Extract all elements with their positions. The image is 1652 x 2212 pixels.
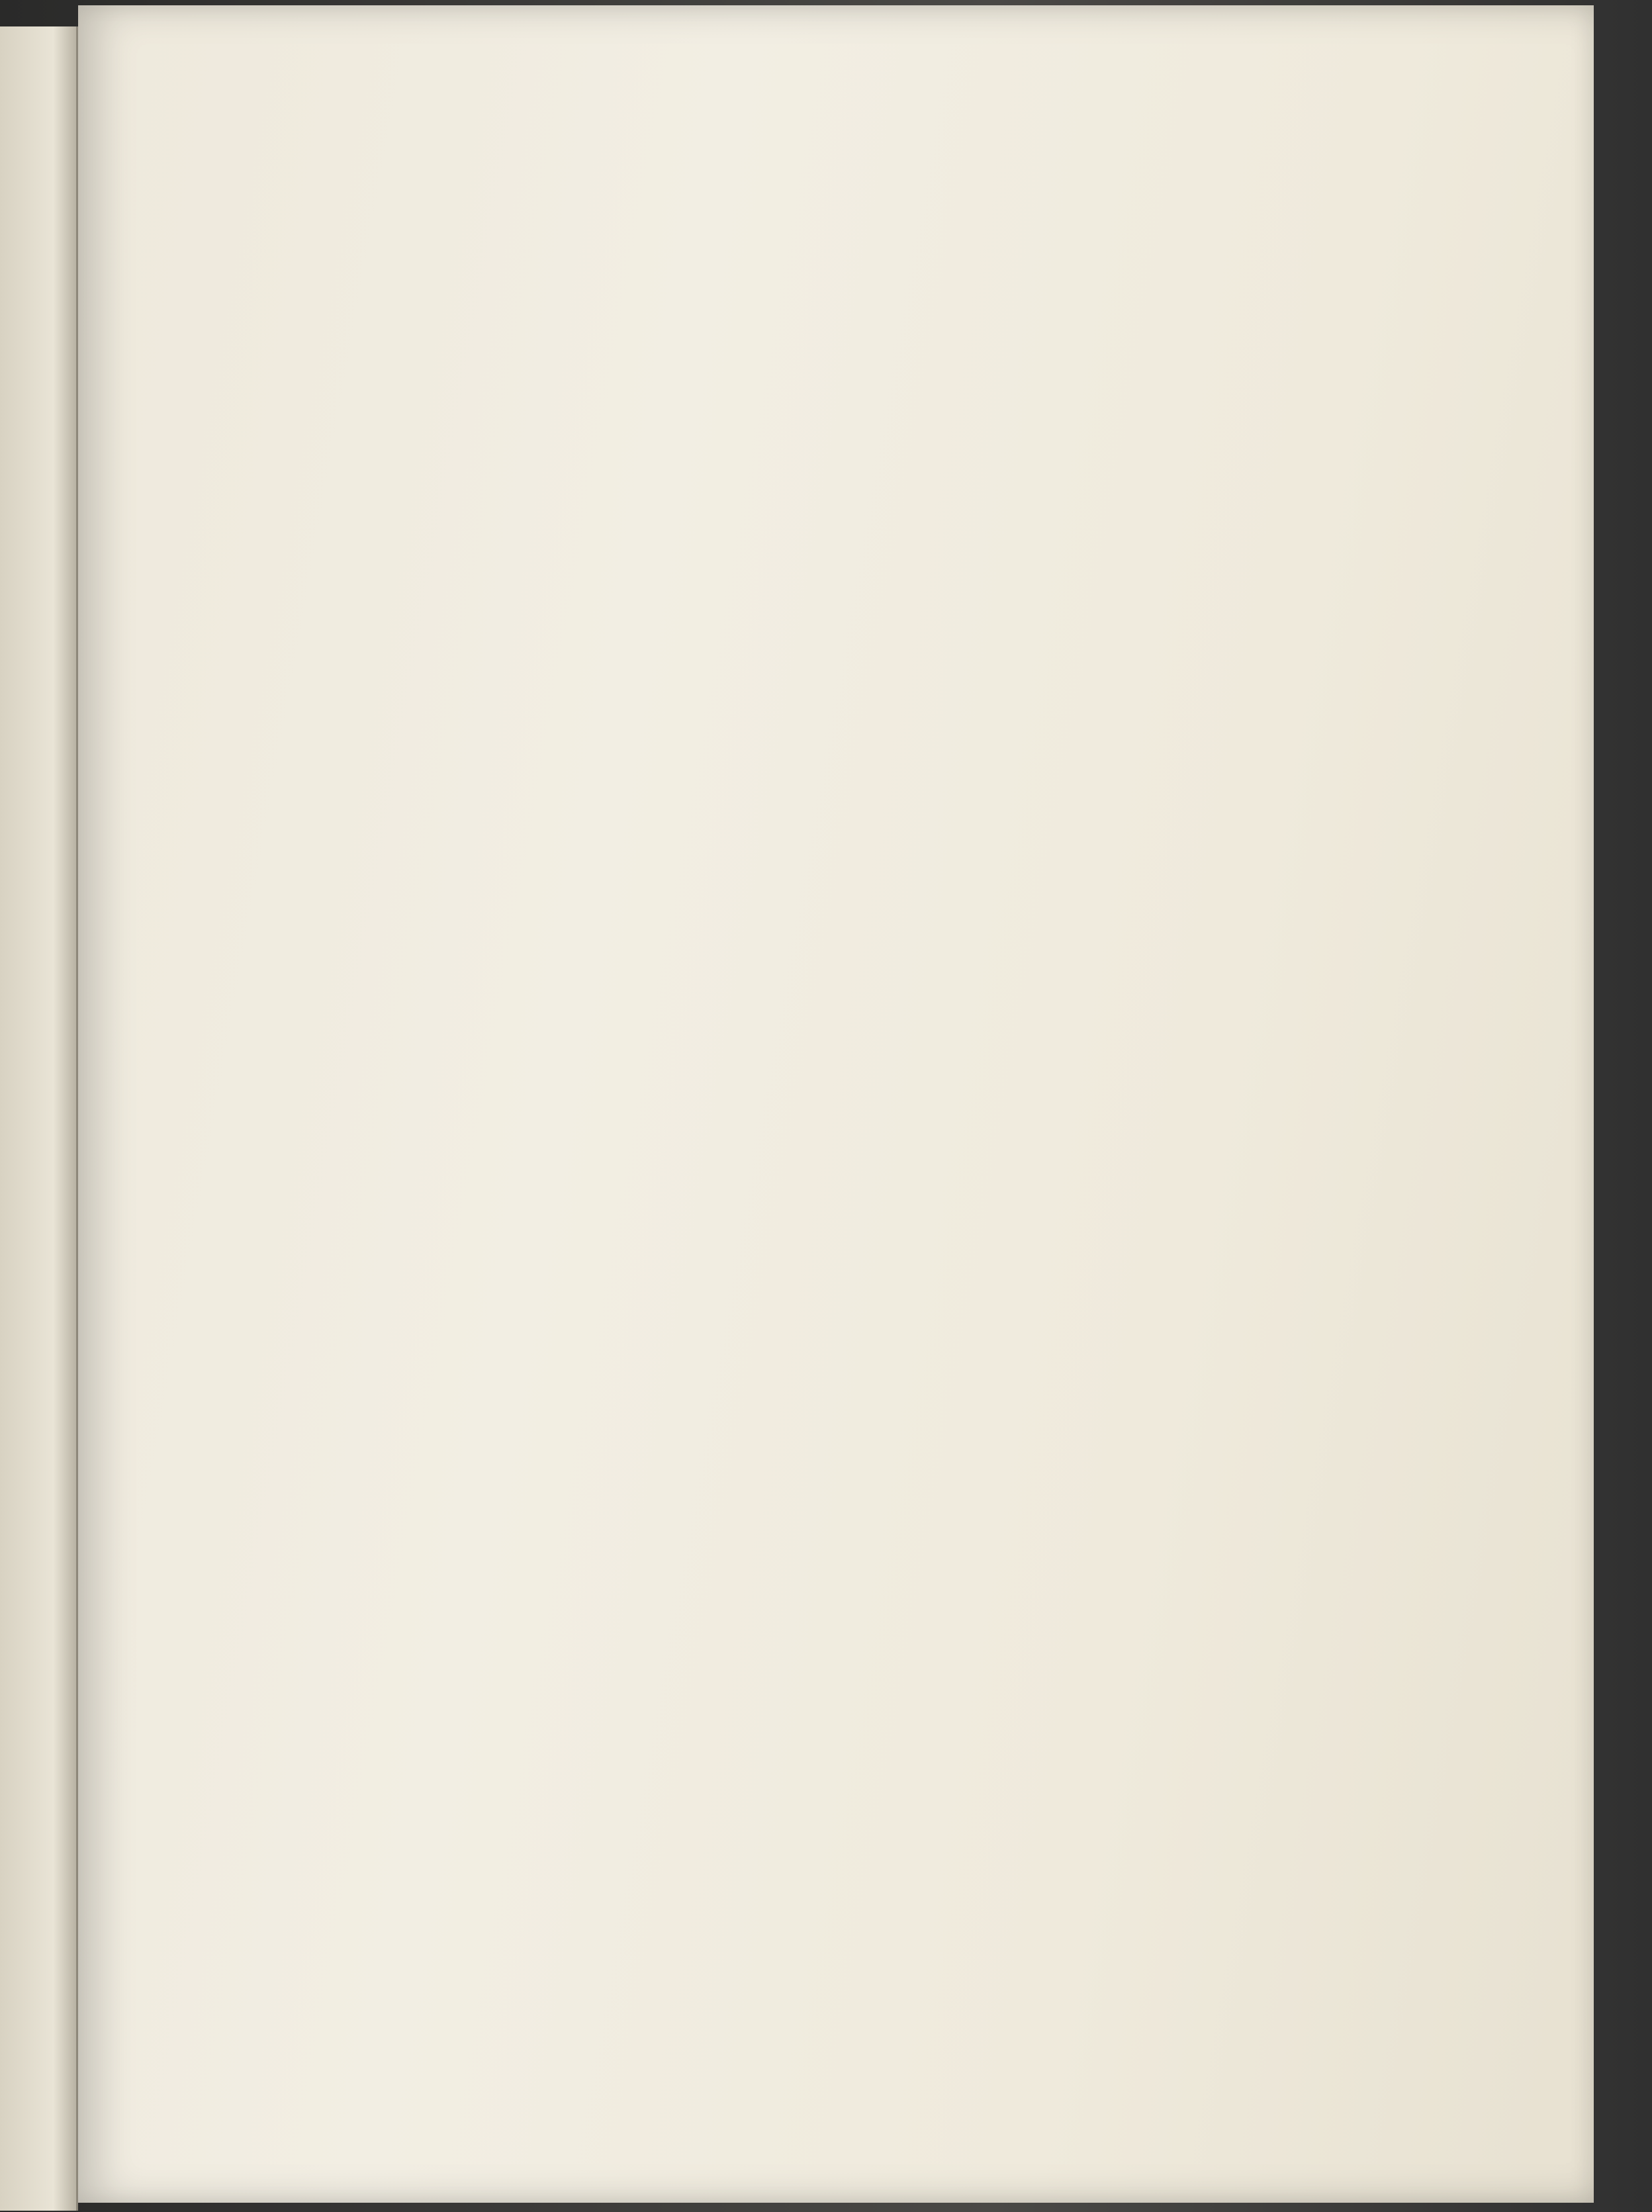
book-page <box>78 5 1594 2203</box>
left-page-edge <box>0 26 78 2211</box>
